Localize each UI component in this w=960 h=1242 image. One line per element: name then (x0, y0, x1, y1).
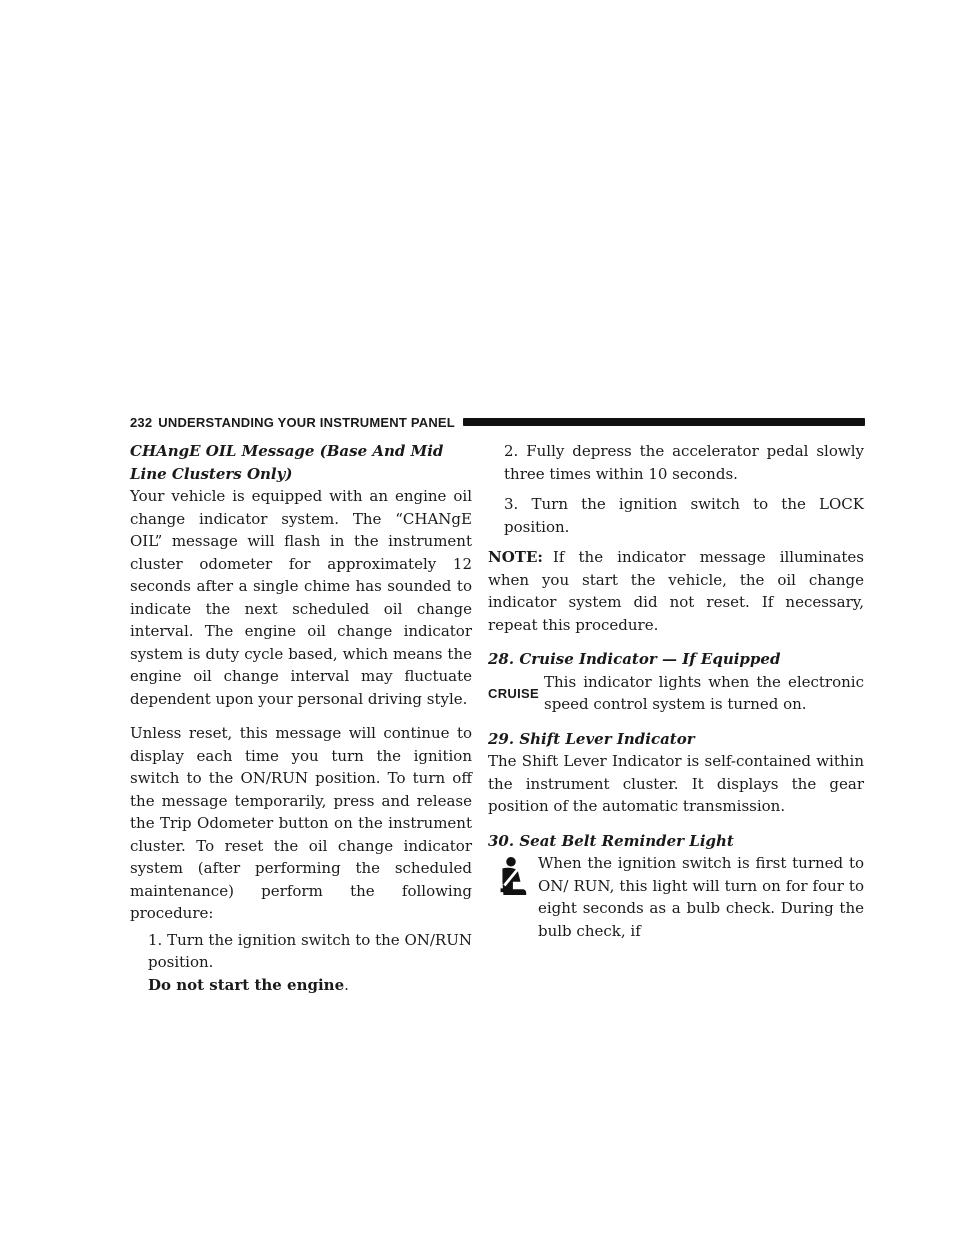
oil-message-heading: CHAngE OIL Message (Base And Mid Line Clusters Only) (130, 442, 444, 483)
page-header (130, 414, 865, 430)
seat-belt-text: When the ignition switch is first turned to ON/ RUN, this light will turn on for four to eight seconds as a bulb check. During the bulb check, if (538, 854, 864, 940)
note-label: NOTE: (488, 548, 543, 566)
cruise-indicator-heading: 28. Cruise Indicator — If Equipped (488, 650, 781, 668)
oil-message-paragraph-2: Unless reset, this message will continue to display each time you turn the ignition switch to the ON/RUN position. To turn off the message temporarily, press and release the Trip Odometer button on the instrument cluster. To reset the oil change indicator system (after performing the scheduled maintenance) perform the following procedure: (130, 724, 472, 922)
seat-belt-heading: 30. Seat Belt Reminder Light (488, 831, 734, 850)
left-column (130, 440, 472, 996)
seat-belt-icon (492, 856, 530, 896)
right-column (488, 440, 864, 942)
oil-message-paragraph-1: Your vehicle is equipped with an engine oil change indicator system. The “CHANgE OIL” message will flash in the instrument cluster odometer for approximately 12 seconds after a single chime has sounded to indicate the next scheduled oil change interval. The engine oil change indicator system is duty cycle based, which means the engine oil change interval may fluctuate dependent upon your personal driving style. (130, 487, 472, 708)
cruise-indicator-text: This indicator lights when the electronic speed control system is turned on. (544, 672, 864, 713)
do-not-start-warning: Do not start the engine (148, 975, 345, 994)
note-paragraph: NOTE: If the indicator message illuminates when you start the vehicle, the oil change indicator system did not reset. If necessary, repeat this procedure. (488, 548, 864, 634)
procedure-step-1: 1. Turn the ignition switch to the ON/RUN position. (148, 930, 472, 971)
cruise-indicator-row (488, 671, 864, 716)
procedure-step-3: 3. Turn the ignition switch to the LOCK position. (504, 495, 864, 536)
page-number: 232 (130, 414, 153, 430)
header-rule (463, 418, 865, 426)
section-title: UNDERSTANDING YOUR INSTRUMENT PANEL (158, 414, 455, 430)
procedure-step-1-warning: Do not start the engine. (148, 975, 349, 994)
procedure-step-2: 2. Fully depress the accelerator pedal slowly three times within 10 seconds. (504, 442, 864, 483)
shift-lever-heading: 29. Shift Lever Indicator (488, 729, 695, 748)
cruise-icon: CRUISE (488, 685, 539, 701)
shift-lever-text: The Shift Lever Indicator is self-contained within the instrument cluster. It displays the gear position of the automatic transmission. (488, 752, 864, 815)
seat-belt-row (488, 852, 864, 942)
